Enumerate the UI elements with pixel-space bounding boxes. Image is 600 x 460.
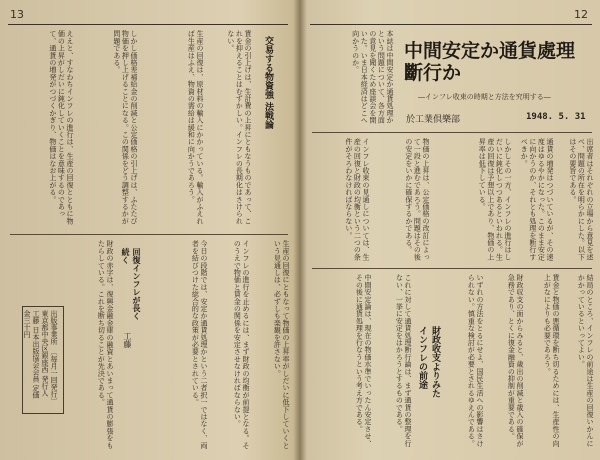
right-page-number: 12 <box>574 8 588 21</box>
right-intro-column-3: 通貨の増発はつづいているが、その速度はゆるやかになった。このまま安定に向かうのか、それとも処理を断行すべきか。 <box>520 138 554 261</box>
right-column-8: 結局のところ、インフレの前途は生産の回復いかんにかかっているといってよい。 <box>577 274 594 447</box>
left-column-6: 今日の段階では、安定か通貨処理かという二者択一ではなく、両者を結びつけた総合的な政策が必要とされている。 <box>191 240 208 449</box>
right-mid-rule <box>312 268 592 269</box>
right-top-rule <box>310 24 592 25</box>
right-column-6: 財政収支の面からみると、歳出の削減と歳入の確保が急務であり、とくに復金融資の抑制が重要である。 <box>507 274 524 447</box>
left-column-3: 生産の回復は、原材料の輸入にかかっている。輸入がふえれば生産はふえ、物資の需給は緩和に向かうであろう。 <box>187 30 204 225</box>
right-intro-column-2: しかしその一方、インフレの進行はしだいに鈍化しつつあるといわれる。生産の回復は予想以上であり、物価の上昇率は低下している。 <box>478 138 512 261</box>
left-column-1: ええと、すなわちインフレの進行は、生産の回復とともに物価の上昇がしだいに鈍化していくことを意味するのであって、通貨の増発がつづくかぎり、物価はなお上がる。 <box>48 30 74 225</box>
left-column-5: 財政の赤字は、復興金融金庫の融資とあいまって通貨の膨張をもたらしている。これを断ち切ることが先決である。 <box>97 240 114 449</box>
right-section-heading: 財政收支よりみた インフレの前途 <box>417 326 440 398</box>
left-article-heading: 交易する物資強 法戦論 <box>263 36 273 130</box>
right-intro-column-4: 出席者はそれぞれの立場から意見を述べ、問題の所在を明らかにした。以下はその要旨である。 <box>568 138 594 261</box>
right-column-2: 物価の上昇は、公定価格の改訂によって一段と進むであろう。問題はその後の安定をいかに確保するかである。 <box>404 138 430 261</box>
left-column-4: 賃金の引上げは、生計費の上昇にともなうものであって、これを抑えることはむずかしい。インフレの長期化はさけられない。 <box>226 30 252 225</box>
right-column-1: インフレ收束の見通しについては、生産の回復と財政の均衡という二つの条件がそろわなければならない。 <box>344 138 370 261</box>
article-title-line1: 中間安定か通貨處理 <box>404 40 576 62</box>
article-byline: 於工業倶樂部 <box>406 115 461 125</box>
left-section-intro: 工藤 <box>123 332 132 348</box>
article-date: 1948. 5. 31 <box>526 112 586 122</box>
right-column-3: 中間安定論は、現在の物価水準でいったん安定させ、その後に通貨処理を行なうという考え方である。 <box>355 274 372 447</box>
right-column-7: 賃金と物価の悪循環を断ち切るためには、生産性の向上がなによりも必要であろう。 <box>543 274 560 447</box>
article-title-line2: 斷行か <box>404 62 462 84</box>
left-column-2: しかし価格差補給金の削減と公定価格の引上げは、ふたたび物価を押し上げることになる。この関係をどう調整するかが問題である。 <box>112 30 138 225</box>
right-title-rule <box>312 132 592 133</box>
left-top-rule <box>8 24 288 25</box>
right-column-5: いずれの方法をとるにせよ、国民生活への影響はさけられない。慎重な検討が必要とされるゆえんである。 <box>467 274 484 447</box>
right-intro-column-1: 本誌は中間安定か通貨処理かという問題について、各方面の意見を聞くため座談会を開いた。いま日本経済はどこへ向かうのか。 <box>351 30 394 124</box>
publisher-info: 出版事業所 〔毎月一回発行〕 東京都中央区銀座西 発行人 工藤 日本出版協会会員 定価 金三十円 <box>23 310 58 406</box>
left-page-number: 13 <box>10 8 24 21</box>
article-subtitle: ―インフレ收束の時期と方法を究明する― <box>418 93 551 101</box>
left-page <box>0 0 296 460</box>
left-column-8: 生産の回復にともなって物価の上昇率がしだいに低下していくという見通しは、必ずしも楽観を許さない。 <box>273 240 290 449</box>
left-column-7: インフレの進行を止めるには、まず財政の均衡が前提となる。そのうえで物価と賃金の関係を安定させなければならない。 <box>233 240 250 449</box>
left-section-heading: 回復インフレが長く 続く <box>121 248 141 320</box>
left-band-rule <box>10 234 288 235</box>
right-column-4: これに対して通貨処理断行論は、まず通貨の整理を行ない、一挙に安定をはかろうとするものである。 <box>395 274 412 447</box>
right-page <box>304 0 600 460</box>
